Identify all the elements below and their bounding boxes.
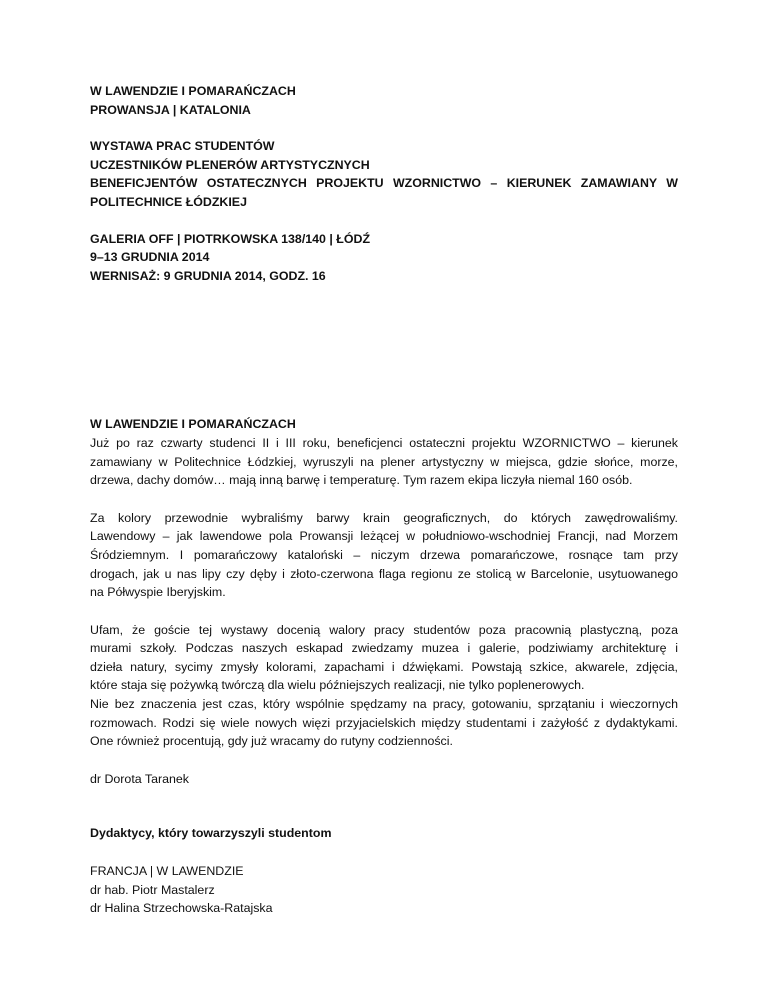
signature: dr Dorota Taranek <box>90 771 189 786</box>
didactics-block <box>90 824 678 917</box>
text-line: Za kolory przewodnie wybraliśmy barwy krain geograficznych, do których zawędrowaliśmy. <box>90 510 678 525</box>
header-block <box>90 82 678 119</box>
subtitle-line: PROWANSJA | KATALONIA <box>90 102 251 117</box>
document-page <box>90 82 678 918</box>
vernissage-line: WERNISAŻ: 9 GRUDNIA 2014, GODZ. 16 <box>90 268 326 283</box>
date-line: 9–13 GRUDNIA 2014 <box>90 250 210 265</box>
article-heading: W LAWENDZIE I POMARAŃCZACH <box>90 417 296 432</box>
venue-block <box>90 230 678 286</box>
text-line: Śródziemnym. I pomarańczowy kataloński – niczym drzewa pomarańczowe, rosnące tam przy <box>90 547 678 562</box>
text-line: zamawiany w Politechnice Łódzkiej, wyruszyli na plener artystyczny w miejsca, gdzie słońce, morze, <box>90 454 678 469</box>
person-name: dr Halina Strzechowska-Ratajska <box>90 901 273 916</box>
text-line: Już po raz czwarty studenci II i III roku, beneficjenci ostateczni projektu WZORNICTWO – kierunek <box>90 435 678 450</box>
paragraph-2 <box>90 509 678 602</box>
text-line: które staja się pożywką twórczą dla wielu późniejszych realizacji, nie tylko poplenerowych. <box>90 678 585 693</box>
person-name: dr hab. Piotr Mastalerz <box>90 882 215 897</box>
exhibition-line: BENEFICJENTÓW OSTATECZNYCH PROJEKTU WZORNICTWO – KIERUNEK ZAMAWIANY W <box>90 176 678 191</box>
exhibition-line: POLITECHNICE ŁÓDZKIEJ <box>90 194 247 209</box>
group-label: FRANCJA | W LAWENDZIE <box>90 864 244 879</box>
text-line: rozmowach. Rodzi się wiele nowych więzi przyjacielskich między studentami i zażyłość z dydaktykami. <box>90 715 678 730</box>
text-line: Ufam, że goście tej wystawy docenią walory pracy studentów poza pracownią plastyczną, poza <box>90 622 678 637</box>
text-line: dzieła natury, sycimy zmysły kolorami, zapachami i dźwiękami. Powstają szkice, akwarele, zdjęcia, <box>90 659 678 674</box>
paragraph-3 <box>90 621 678 695</box>
text-line: One również procentują, gdy już wracamy do rutyny codzienności. <box>90 734 453 749</box>
exhibition-line: WYSTAWA PRAC STUDENTÓW <box>90 139 275 154</box>
text-line: drzewa, dachy domów… mają inną barwę i temperaturę. Tym razem ekipa liczyła niemal 160 osób. <box>90 473 633 488</box>
title-line: W LAWENDZIE I POMARAŃCZACH <box>90 84 296 98</box>
exhibition-block <box>90 137 678 211</box>
text-line: Nie bez znaczenia jest czas, który wspólnie spędzamy na pracy, gotowaniu, sprzątaniu i wieczornych <box>90 697 678 712</box>
article <box>90 415 678 788</box>
didactics-heading: Dydaktycy, który towarzyszyli studentom <box>90 826 332 841</box>
text-line: drogach, jak u nas lipy czy dęby i złoto-czerwona flaga regionu ze stolicą w Barcelonie, usytuowanego <box>90 566 678 581</box>
paragraph-1 <box>90 434 678 490</box>
venue-line: GALERIA OFF | PIOTRKOWSKA 138/140 | ŁÓDŹ <box>90 231 371 246</box>
text-line: na Półwyspie Iberyjskim. <box>90 585 226 600</box>
text-line: murami szkoły. Podczas naszych eskapad zwiedzamy muzea i galerie, podziwiamy architekturę i <box>90 641 678 656</box>
text-line: Lawendowy – jak lawendowe pola Prowansji leżącej w południowo-wschodniej Francji, nad Morzem <box>90 529 678 544</box>
exhibition-line: UCZESTNIKÓW PLENERÓW ARTYSTYCZNYCH <box>90 157 370 172</box>
paragraph-4 <box>90 695 678 751</box>
